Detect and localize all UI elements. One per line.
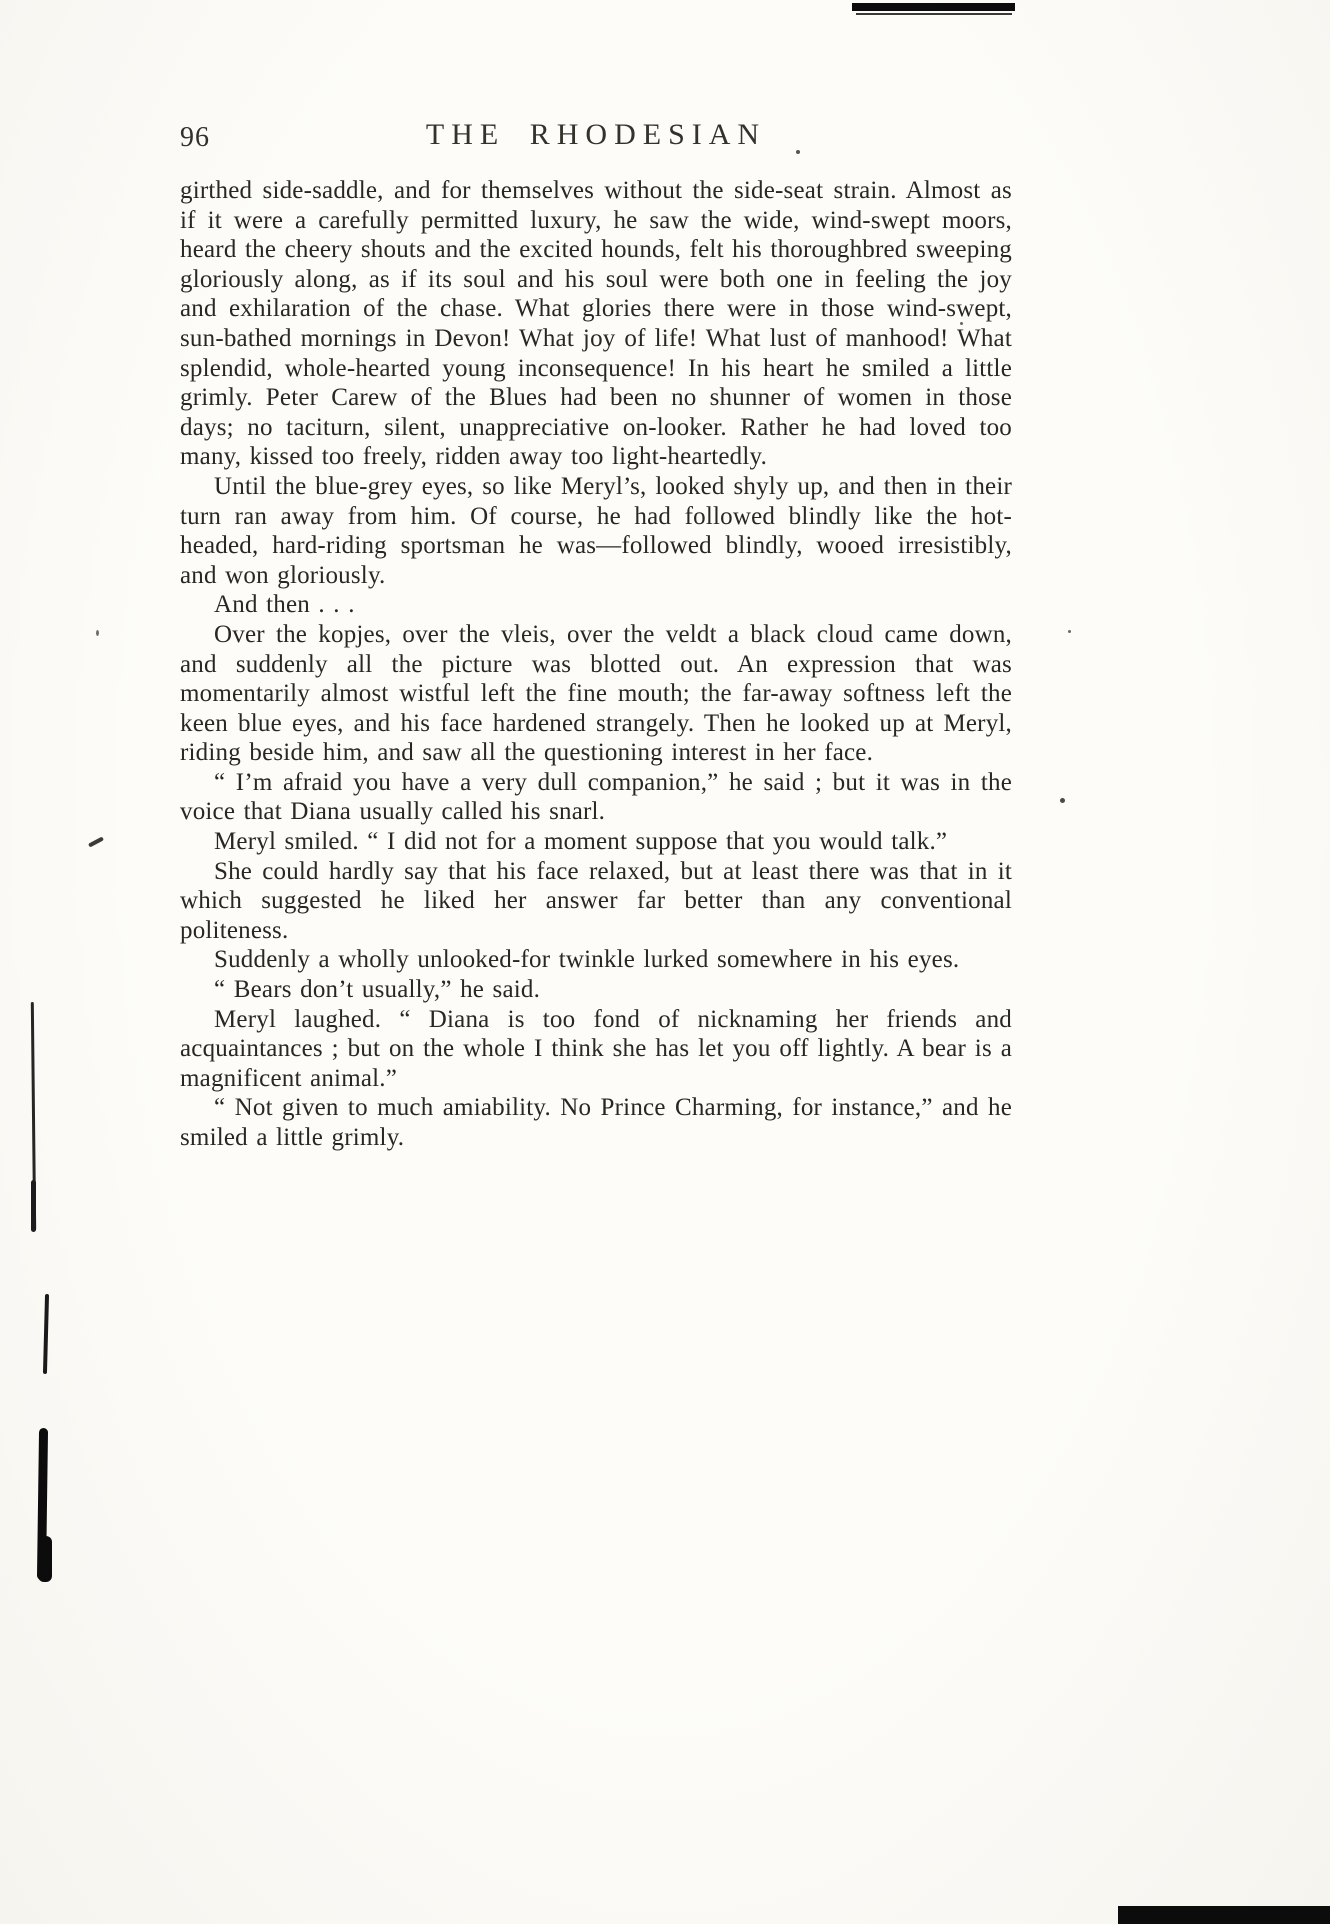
- paragraph: Meryl smiled. “ I did not for a moment suppose that you would talk.”: [214, 828, 948, 856]
- scan-mark-left-thin-node: [31, 1180, 36, 1232]
- page-number: 96: [180, 122, 210, 153]
- paragraph: “ I’m afraid you have a very dull companion,” he said ; but it was in the voice that Diana usually called his snarl.: [180, 768, 1012, 826]
- paragraph: girthed side-saddle, and for themselves without the side-seat strain. Almost as if it were a carefully permitted luxury, he saw the wide, wind-swept moors, heard the cheery shouts and the excited hounds, felt his thoroughbred sweeping gloriously along, as if its soul and his soul were both one in feeling the joy and exhilaration of the chase. What glories there were in those wind-swept, sun-bathed mornings in Devon! What joy of life! What lust of manhood! What splendid, whole-hearted young inconsequence! In his heart he smiled a little grimly. Peter Carew of the Blues had been no shunner of women in those days; no taciturn, silent, unappreciative on-looker. Rather he had loved too many, kissed too freely, ridden away too light-heartedly.: [180, 177, 1012, 471]
- paragraph: She could hardly say that his face relaxed, but at least there was that in it which suggested he liked her answer far better than any conventional politeness.: [180, 857, 1012, 944]
- paragraph: And then . . .: [214, 591, 355, 619]
- running-head: [180, 118, 1012, 162]
- paragraph: Over the kopjes, over the vleis, over the veldt a black cloud came down, and suddenly all the picture was blotted out. An expression that was momentarily almost wistful left the fine mouth; the far-away softness left the keen blue eyes, and his face hardened strangely. Then he looked up at Meryl, riding beside him, and saw all the questioning interest in her face.: [180, 620, 1012, 767]
- text-body: [180, 176, 1012, 1153]
- paragraph: Until the blue-grey eyes, so like Meryl’s, looked shyly up, and then in their turn ran away from him. Of course, he had followed blindly like the hot-headed, hard-riding sportsman he was—followed blindly, wooed irresistibly, and won gloriously.: [180, 472, 1012, 589]
- scan-mark-check: [88, 836, 104, 847]
- paragraph: “ Bears don’t usually,” he said.: [214, 976, 541, 1004]
- scan-mark-left-thick-blob: [38, 1536, 52, 1582]
- scan-mark-top-right-line: [856, 13, 1012, 15]
- scan-mark-left-mid: [43, 1294, 49, 1374]
- paragraph: Meryl laughed. “ Diana is too fond of nicknaming her friends and acquaintances ; but on the whole I think she has let you off lightly. A bear is a magnificent animal.”: [180, 1005, 1012, 1092]
- paragraph: Suddenly a wholly unlooked-for twinkle lurked somewhere in his eyes.: [214, 946, 960, 974]
- scan-speck: [96, 630, 99, 636]
- scan-mark-bottom-right-bar: [1118, 1906, 1330, 1924]
- scan-speck: [1060, 798, 1065, 803]
- scan-mark-top-right-bar: [852, 3, 1015, 11]
- scan-speck: [1068, 630, 1071, 633]
- paragraph: “ Not given to much amiability. No Prince Charming, for instance,” and he smiled a little grimly.: [180, 1094, 1012, 1151]
- page-title: THE RHODESIAN: [425, 118, 767, 151]
